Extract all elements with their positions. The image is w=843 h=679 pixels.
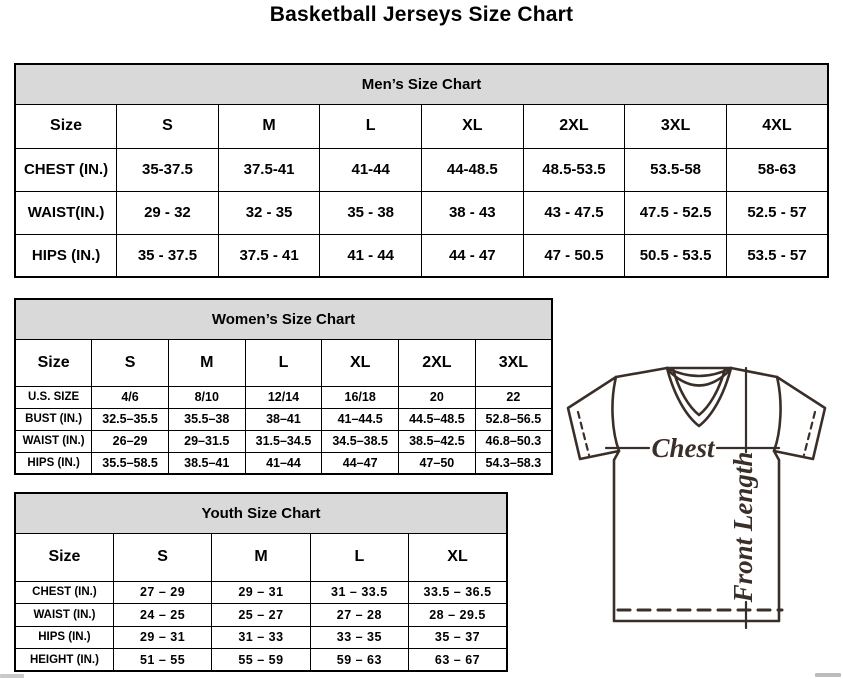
- row-label: HEIGHT (IN.): [15, 649, 113, 672]
- size-value-cell: 48.5-53.5: [523, 148, 625, 191]
- chest-measure-label: Chest: [651, 433, 715, 463]
- row-label: WAIST (IN.): [15, 604, 113, 627]
- mens-table-title-row: [15, 64, 828, 104]
- table-row: [15, 234, 828, 277]
- column-header: M: [218, 104, 320, 148]
- size-value-cell: 41–44.5: [322, 408, 399, 430]
- size-value-cell: 58-63: [726, 148, 828, 191]
- horizontal-scrollbar-fragment-right[interactable]: [815, 673, 841, 677]
- size-value-cell: 32.5–35.5: [92, 408, 169, 430]
- size-value-cell: 28 – 29.5: [409, 604, 507, 627]
- size-value-cell: 44.5–48.5: [399, 408, 476, 430]
- row-label: U.S. SIZE: [15, 386, 92, 408]
- size-value-cell: 31.5–34.5: [245, 430, 322, 452]
- size-value-cell: 46.8–50.3: [475, 430, 552, 452]
- column-header: 2XL: [523, 104, 625, 148]
- womens-table-body: [15, 386, 552, 474]
- row-label: HIPS (IN.): [15, 452, 92, 474]
- size-value-cell: 20: [399, 386, 476, 408]
- size-value-cell: 35.5–58.5: [92, 452, 169, 474]
- row-label: CHEST (IN.): [15, 148, 117, 191]
- row-label: WAIST (IN.): [15, 430, 92, 452]
- size-value-cell: 22: [475, 386, 552, 408]
- size-value-cell: 29–31.5: [168, 430, 245, 452]
- size-value-cell: 63 – 67: [409, 649, 507, 672]
- size-value-cell: 27 – 29: [113, 581, 211, 604]
- size-value-cell: 35-37.5: [117, 148, 219, 191]
- jersey-cuff-dash-right: [804, 412, 815, 455]
- size-value-cell: 38.5–42.5: [399, 430, 476, 452]
- womens-column-header-row: [15, 339, 552, 386]
- row-label: CHEST (IN.): [15, 581, 113, 604]
- size-value-cell: 8/10: [168, 386, 245, 408]
- column-header: XL: [322, 339, 399, 386]
- size-value-cell: 55 – 59: [212, 649, 310, 672]
- page-title: Basketball Jerseys Size Chart: [269, 3, 574, 26]
- column-header: L: [320, 104, 422, 148]
- size-value-cell: 33.5 – 36.5: [409, 581, 507, 604]
- size-value-cell: 54.3–58.3: [475, 452, 552, 474]
- mens-size-table: [14, 63, 829, 278]
- size-value-cell: 53.5 - 57: [726, 234, 828, 277]
- table-row: [15, 649, 507, 672]
- column-header: L: [310, 533, 408, 581]
- jersey-armhole-right: [774, 377, 781, 451]
- row-label: BUST (IN.): [15, 408, 92, 430]
- size-value-cell: 44–47: [322, 452, 399, 474]
- column-header: Size: [15, 104, 117, 148]
- column-header: M: [212, 533, 310, 581]
- column-header: S: [92, 339, 169, 386]
- table-row: [15, 386, 552, 408]
- size-value-cell: 35.5–38: [168, 408, 245, 430]
- size-value-cell: 44 - 47: [422, 234, 524, 277]
- womens-table-title: Women’s Size Chart: [15, 299, 552, 339]
- jersey-cuff-dash-left: [578, 412, 589, 455]
- size-value-cell: 59 – 63: [310, 649, 408, 672]
- size-value-cell: 29 – 31: [212, 581, 310, 604]
- size-value-cell: 41-44: [320, 148, 422, 191]
- womens-table-title-row: [15, 299, 552, 339]
- size-value-cell: 52.8–56.5: [475, 408, 552, 430]
- size-value-cell: 29 – 31: [113, 626, 211, 649]
- youth-table-title-row: [15, 493, 507, 533]
- row-label: WAIST(IN.): [15, 191, 117, 234]
- size-value-cell: 50.5 - 53.5: [625, 234, 727, 277]
- size-value-cell: 29 - 32: [117, 191, 219, 234]
- size-value-cell: 51 – 55: [113, 649, 211, 672]
- column-header: XL: [409, 533, 507, 581]
- size-value-cell: 35 – 37: [409, 626, 507, 649]
- size-value-cell: 38–41: [245, 408, 322, 430]
- youth-size-table: [14, 492, 508, 672]
- column-header: Size: [15, 533, 113, 581]
- size-value-cell: 37.5-41: [218, 148, 320, 191]
- jersey-outline: [568, 368, 825, 621]
- size-value-cell: 31 – 33: [212, 626, 310, 649]
- column-header: 4XL: [726, 104, 828, 148]
- size-value-cell: 38 - 43: [422, 191, 524, 234]
- table-row: [15, 148, 828, 191]
- size-value-cell: 38.5–41: [168, 452, 245, 474]
- table-row: [15, 430, 552, 452]
- table-row: [15, 626, 507, 649]
- table-row: [15, 452, 552, 474]
- size-value-cell: 4/6: [92, 386, 169, 408]
- row-label: HIPS (IN.): [15, 234, 117, 277]
- size-value-cell: 35 - 37.5: [117, 234, 219, 277]
- size-value-cell: 47–50: [399, 452, 476, 474]
- size-value-cell: 53.5-58: [625, 148, 727, 191]
- row-label: HIPS (IN.): [15, 626, 113, 649]
- size-value-cell: 37.5 - 41: [218, 234, 320, 277]
- column-header: S: [113, 533, 211, 581]
- horizontal-scrollbar-fragment-left[interactable]: [0, 674, 24, 678]
- size-value-cell: 12/14: [245, 386, 322, 408]
- size-value-cell: 34.5–38.5: [322, 430, 399, 452]
- youth-column-header-row: [15, 533, 507, 581]
- table-row: [15, 581, 507, 604]
- jersey-armhole-left: [612, 377, 619, 451]
- column-header: 2XL: [399, 339, 476, 386]
- jersey-measurement-diagram: [556, 360, 842, 660]
- size-value-cell: 32 - 35: [218, 191, 320, 234]
- size-value-cell: 35 - 38: [320, 191, 422, 234]
- size-value-cell: 24 – 25: [113, 604, 211, 627]
- column-header: M: [168, 339, 245, 386]
- size-value-cell: 47 - 50.5: [523, 234, 625, 277]
- mens-table-body: [15, 148, 828, 277]
- size-value-cell: 26–29: [92, 430, 169, 452]
- size-value-cell: 27 – 28: [310, 604, 408, 627]
- column-header: 3XL: [625, 104, 727, 148]
- column-header: L: [245, 339, 322, 386]
- size-value-cell: 41 - 44: [320, 234, 422, 277]
- front-length-measure-label: Front Length: [728, 451, 759, 603]
- womens-size-table: [14, 298, 553, 475]
- youth-table-body: [15, 581, 507, 671]
- column-header: 3XL: [475, 339, 552, 386]
- size-value-cell: 47.5 - 52.5: [625, 191, 727, 234]
- table-row: [15, 191, 828, 234]
- size-value-cell: 31 – 33.5: [310, 581, 408, 604]
- size-value-cell: 52.5 - 57: [726, 191, 828, 234]
- size-value-cell: 16/18: [322, 386, 399, 408]
- size-value-cell: 43 - 47.5: [523, 191, 625, 234]
- size-value-cell: 33 – 35: [310, 626, 408, 649]
- column-header: XL: [422, 104, 524, 148]
- size-value-cell: 25 – 27: [212, 604, 310, 627]
- mens-column-header-row: [15, 104, 828, 148]
- mens-table-title: Men’s Size Chart: [15, 64, 828, 104]
- column-header: Size: [15, 339, 92, 386]
- size-value-cell: 41–44: [245, 452, 322, 474]
- youth-table-title: Youth Size Chart: [15, 493, 507, 533]
- column-header: S: [117, 104, 219, 148]
- table-row: [15, 408, 552, 430]
- table-row: [15, 604, 507, 627]
- size-value-cell: 44-48.5: [422, 148, 524, 191]
